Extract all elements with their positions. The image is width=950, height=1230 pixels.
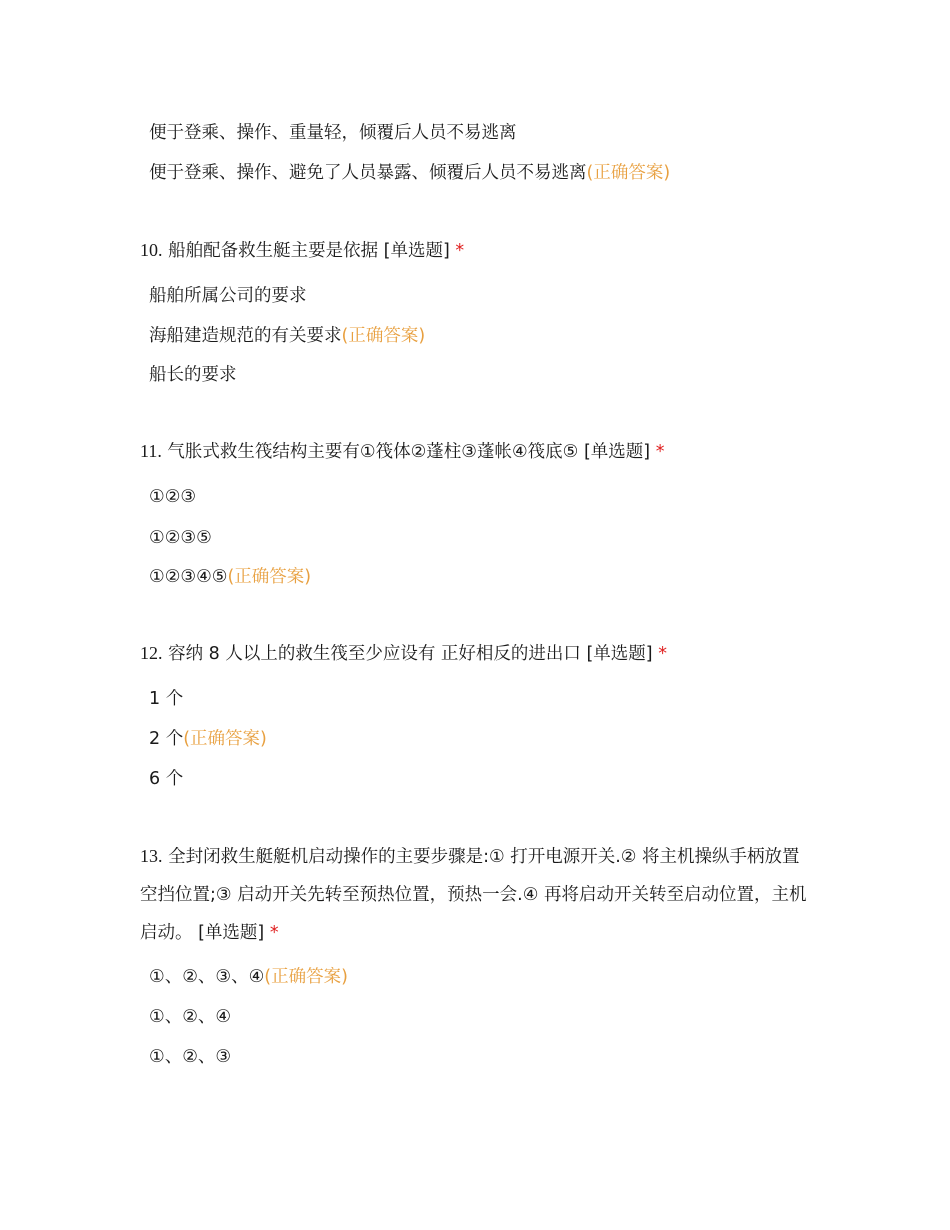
question-number: 10. (140, 240, 163, 260)
option-item (149, 1045, 231, 1069)
option-item (149, 526, 212, 550)
option-item (149, 565, 311, 589)
required-mark: * (655, 442, 665, 462)
question-title (140, 439, 664, 464)
option-item (149, 161, 670, 185)
option-item (149, 121, 517, 145)
question-number: 11. (140, 441, 162, 461)
option-item (149, 363, 237, 387)
correct-answer-tag: (正确答案) (183, 729, 267, 749)
question-text: 气胀式救生筏结构主要有①筏体②蓬柱③蓬帐④筏底⑤ (167, 442, 579, 462)
correct-answer-tag: (正确答案) (227, 567, 312, 587)
question-title (140, 238, 464, 263)
question-number: 13. (140, 846, 163, 866)
option-text: ①②③⑤ (149, 528, 212, 548)
option-text: 6 个 (149, 769, 184, 789)
option-item (149, 324, 425, 348)
option-text: ①②③④⑤ (149, 567, 228, 587)
option-item (149, 687, 183, 711)
question-type-tag: [单选题] (383, 241, 450, 261)
question-text: 全封闭救生艇艇机启动操作的主要步骤是:① 打开电源开关.② 将主机操纵手柄放置空挡位置;③ 启动开关先转至预热位置，预热一会.④ 再将启动开关转至启动位置，主机启动。 (140, 847, 807, 943)
question-text: 容纳 8 人以上的救生筏至少应设有 正好相反的进出口 (168, 644, 581, 664)
option-item (149, 284, 307, 308)
option-item (149, 727, 267, 751)
option-text: ①、②、③、④ (149, 967, 265, 987)
option-item (149, 965, 348, 989)
option-text: 海船建造规范的有关要求 (149, 326, 342, 346)
question-type-tag: [单选题] (586, 644, 653, 664)
option-item (149, 485, 196, 509)
question-text: 船舶配备救生艇主要是依据 (168, 241, 379, 261)
question-number: 12. (140, 643, 163, 663)
question-type-tag: [单选题] (583, 442, 651, 462)
question-title (140, 641, 667, 666)
option-text: 1 个 (149, 689, 184, 709)
option-text: 便于登乘、操作、避免了人员暴露、倾覆后人员不易逃离 (149, 163, 587, 183)
question-title (140, 837, 808, 952)
option-text: ①、②、④ (149, 1007, 232, 1027)
correct-answer-tag: (正确答案) (341, 326, 426, 346)
required-mark: * (455, 241, 465, 261)
option-text: ①、②、③ (149, 1047, 232, 1067)
option-text: 便于登乘、操作、重量轻，倾覆后人员不易逃离 (149, 123, 517, 143)
option-text: 船舶所属公司的要求 (149, 286, 307, 306)
correct-answer-tag: (正确答案) (586, 163, 671, 183)
option-item (149, 767, 183, 791)
option-text: 船长的要求 (149, 365, 237, 385)
option-item (149, 1005, 231, 1029)
option-text: ①②③ (149, 487, 197, 507)
correct-answer-tag: (正确答案) (264, 967, 348, 987)
required-mark: * (658, 644, 667, 664)
required-mark: * (269, 923, 279, 943)
question-type-tag: [单选题] (198, 923, 265, 943)
option-text: 2 个 (149, 729, 184, 749)
